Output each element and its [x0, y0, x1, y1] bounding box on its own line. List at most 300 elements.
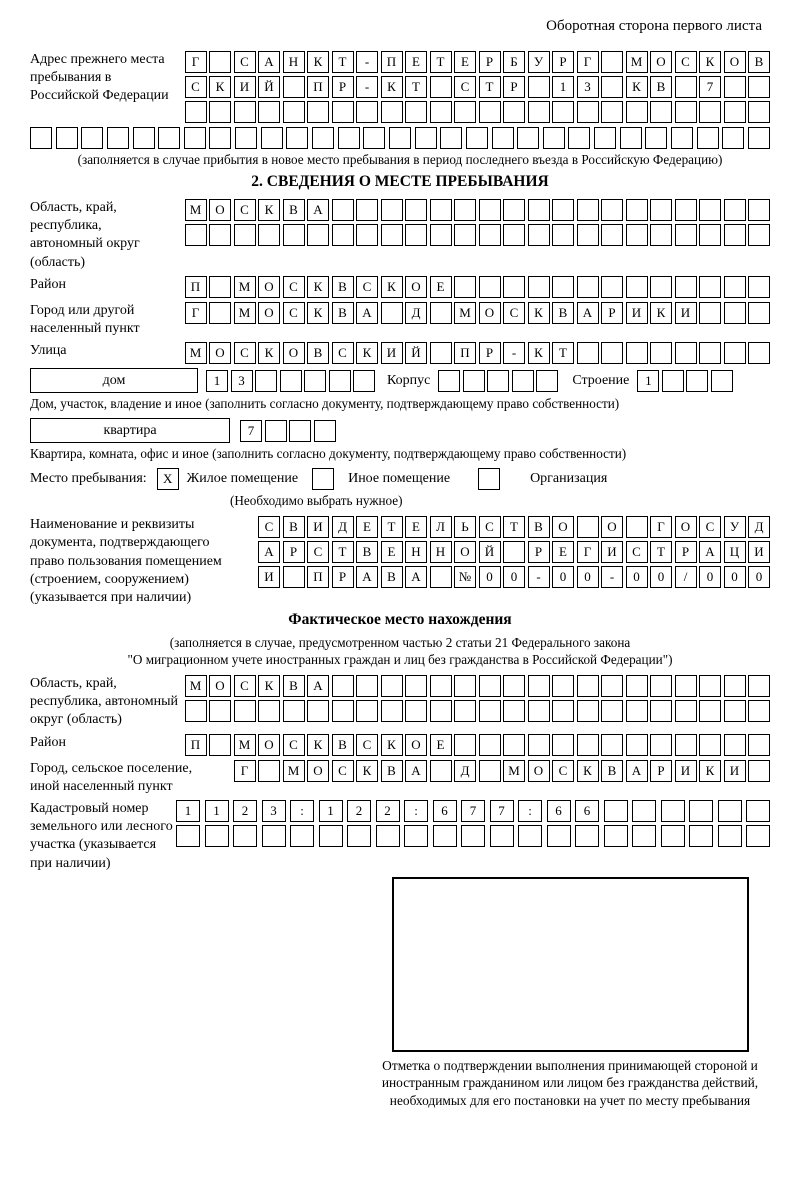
char-cell: С [332, 342, 354, 364]
char-cell: - [356, 76, 378, 98]
char-cell [438, 370, 460, 392]
stroenie-label: Строение [572, 372, 630, 388]
char-cell: С [552, 760, 574, 782]
char-cell: 2 [376, 800, 400, 822]
char-cell: И [258, 566, 280, 588]
char-cell [577, 734, 599, 756]
char-cell [697, 127, 719, 149]
char-cell [209, 302, 231, 324]
char-cell: 3 [231, 370, 253, 392]
char-cell: И [675, 760, 697, 782]
char-cell: С [356, 734, 378, 756]
char-cell [577, 342, 599, 364]
char-cell [314, 420, 336, 442]
char-cell: Р [601, 302, 623, 324]
char-cell [675, 199, 697, 221]
char-cell: В [650, 76, 672, 98]
dom-cells [206, 370, 375, 392]
char-cell [671, 127, 693, 149]
char-cell: К [650, 302, 672, 324]
char-cell: К [258, 342, 280, 364]
char-cell [329, 370, 351, 392]
char-cell [479, 224, 501, 246]
char-cell [430, 566, 452, 588]
char-cell [363, 127, 385, 149]
fact-rayon-block [30, 734, 770, 756]
char-cell: Т [479, 76, 501, 98]
char-cell [604, 800, 628, 822]
char-cell: М [234, 276, 256, 298]
char-cell: В [528, 516, 550, 538]
char-cell: К [258, 199, 280, 221]
fact-rayon-row [185, 734, 771, 756]
char-cell [381, 101, 403, 123]
char-cell [748, 302, 770, 324]
char-cell [479, 734, 501, 756]
char-cell [376, 825, 400, 847]
char-cell: Й [479, 541, 501, 563]
char-cell: Р [479, 342, 501, 364]
char-cell [283, 224, 305, 246]
char-cell [454, 276, 476, 298]
char-cell: К [307, 51, 329, 73]
char-cell: Р [479, 51, 501, 73]
char-cell [261, 127, 283, 149]
char-cell [356, 675, 378, 697]
char-cell [650, 675, 672, 697]
char-cell: 1 [637, 370, 659, 392]
char-cell: Е [430, 276, 452, 298]
fact-gorod-block [30, 760, 770, 796]
char-cell [528, 199, 550, 221]
char-cell: 3 [577, 76, 599, 98]
char-cell [30, 127, 52, 149]
char-cell: С [234, 51, 256, 73]
char-cell [724, 276, 746, 298]
mesto-label: Место пребывания: [30, 471, 147, 487]
char-cell: Д [405, 302, 427, 324]
char-cell: О [675, 516, 697, 538]
char-cell [381, 224, 403, 246]
char-cell: Т [430, 51, 452, 73]
char-cell: М [185, 675, 207, 697]
char-cell: К [381, 734, 403, 756]
doc-row-2 [258, 541, 770, 563]
char-cell: : [290, 800, 314, 822]
char-cell [543, 127, 565, 149]
char-cell: Й [405, 342, 427, 364]
char-cell: 6 [547, 800, 571, 822]
char-cell [675, 675, 697, 697]
char-cell: О [724, 51, 746, 73]
char-cell [626, 342, 648, 364]
char-cell: М [234, 302, 256, 324]
char-cell [405, 199, 427, 221]
char-cell [258, 700, 280, 722]
char-cell [601, 342, 623, 364]
char-cell [234, 700, 256, 722]
char-cell: 0 [626, 566, 648, 588]
char-cell [492, 127, 514, 149]
char-cell [689, 800, 713, 822]
char-cell [283, 566, 305, 588]
char-cell [356, 224, 378, 246]
char-cell: П [185, 276, 207, 298]
dom-note: Дом, участок, владение и иное (заполнить согласно документу, подтверждающему право собственности) [30, 396, 620, 412]
char-cell [381, 675, 403, 697]
char-cell: О [209, 199, 231, 221]
char-cell [235, 127, 257, 149]
char-cell [577, 199, 599, 221]
char-cell [430, 342, 452, 364]
char-cell [552, 199, 574, 221]
char-cell [552, 700, 574, 722]
char-cell: 7 [699, 76, 721, 98]
char-cell: У [724, 516, 746, 538]
char-cell: С [234, 342, 256, 364]
char-cell: К [356, 760, 378, 782]
fact-oblast-label: Область, край, республика, автономный округ (область) [30, 676, 179, 728]
rayon-block [30, 276, 770, 298]
char-cell [258, 224, 280, 246]
fact-title: Фактическое место нахождения [288, 611, 512, 629]
prev-address-block [30, 51, 770, 123]
char-cell [430, 224, 452, 246]
char-cell [699, 342, 721, 364]
char-cell: О [258, 276, 280, 298]
char-cell [632, 800, 656, 822]
char-cell: 0 [503, 566, 525, 588]
char-cell: И [675, 302, 697, 324]
char-cell: К [381, 76, 403, 98]
char-cell: 0 [748, 566, 770, 588]
char-cell [290, 825, 314, 847]
gorod-row [185, 302, 771, 324]
char-cell [461, 825, 485, 847]
char-cell: С [258, 516, 280, 538]
char-cell: С [283, 302, 305, 324]
fact-note-2: "О миграционном учете иностранных граждан и лиц без гражданства в Российской Федерации") [127, 652, 673, 668]
char-cell [662, 370, 684, 392]
char-cell [675, 342, 697, 364]
char-cell [626, 199, 648, 221]
char-cell: : [518, 800, 542, 822]
char-cell [209, 276, 231, 298]
char-cell: М [626, 51, 648, 73]
char-cell [463, 370, 485, 392]
char-cell [184, 127, 206, 149]
char-cell [675, 76, 697, 98]
char-cell [503, 199, 525, 221]
char-cell: С [332, 760, 354, 782]
char-cell [650, 199, 672, 221]
char-cell [748, 342, 770, 364]
fact-rayon-label: Район [30, 734, 66, 750]
doc-label: Наименование и реквизиты документа, подтверждающего право пользования помещением (строением, сооружением) (указывается при наличии) [30, 517, 222, 605]
char-cell: М [454, 302, 476, 324]
char-cell [601, 675, 623, 697]
char-cell: - [601, 566, 623, 588]
char-cell: С [503, 302, 525, 324]
char-cell [748, 199, 770, 221]
char-cell [209, 700, 231, 722]
rayon-label: Район [30, 276, 66, 292]
char-cell: И [234, 76, 256, 98]
char-cell [307, 224, 329, 246]
char-cell [332, 700, 354, 722]
char-cell: Б [503, 51, 525, 73]
dom-row [30, 368, 770, 393]
char-cell [748, 734, 770, 756]
char-cell: С [234, 199, 256, 221]
char-cell: 3 [262, 800, 286, 822]
char-cell [626, 276, 648, 298]
dom-box: дом [30, 368, 198, 393]
char-cell: Н [405, 541, 427, 563]
char-cell [338, 127, 360, 149]
char-cell [601, 199, 623, 221]
char-cell: А [258, 541, 280, 563]
char-cell: А [307, 675, 329, 697]
char-cell: Е [405, 516, 427, 538]
prev-address-row-1 [185, 51, 771, 73]
char-cell: О [528, 760, 550, 782]
char-cell [626, 675, 648, 697]
char-cell: Р [503, 76, 525, 98]
char-cell: 0 [577, 566, 599, 588]
char-cell [748, 101, 770, 123]
char-cell [454, 675, 476, 697]
char-cell [699, 302, 721, 324]
char-cell: К [626, 76, 648, 98]
char-cell: В [552, 302, 574, 324]
char-cell [332, 224, 354, 246]
char-cell: С [234, 675, 256, 697]
char-cell: К [356, 342, 378, 364]
gorod-label: Город или другой населенный пункт [30, 302, 140, 336]
char-cell [454, 199, 476, 221]
kvartira-box: квартира [30, 418, 230, 443]
char-cell: Е [430, 734, 452, 756]
char-cell: И [381, 342, 403, 364]
char-cell [689, 825, 713, 847]
char-cell [205, 825, 229, 847]
char-cell: Г [185, 302, 207, 324]
char-cell: Т [381, 516, 403, 538]
char-cell [536, 370, 558, 392]
char-cell [347, 825, 371, 847]
fact-note-1: (заполняется в случае, предусмотренном частью 2 статьи 21 Федерального закона [169, 635, 631, 651]
char-cell [577, 276, 599, 298]
char-cell: К [577, 760, 599, 782]
char-cell [512, 370, 534, 392]
char-cell: В [332, 302, 354, 324]
char-cell [430, 101, 452, 123]
char-cell [650, 276, 672, 298]
char-cell [645, 127, 667, 149]
char-cell: П [454, 342, 476, 364]
oblast-row-1 [185, 199, 771, 221]
char-cell [699, 734, 721, 756]
char-cell [699, 276, 721, 298]
rayon-row [185, 276, 771, 298]
ulitsa-label: Улица [30, 343, 67, 359]
char-cell: - [356, 51, 378, 73]
char-cell: И [626, 302, 648, 324]
char-cell [518, 825, 542, 847]
prev-address-note: (заполняется в случае прибытия в новое место пребывания в период последнего въезда в Российскую Федерацию) [77, 152, 723, 167]
char-cell: В [283, 199, 305, 221]
char-cell [650, 101, 672, 123]
char-cell [479, 700, 501, 722]
char-cell [503, 734, 525, 756]
kadastr-block [30, 800, 770, 873]
char-cell: С [626, 541, 648, 563]
char-cell [356, 101, 378, 123]
char-cell [503, 675, 525, 697]
char-cell [724, 342, 746, 364]
char-cell [650, 224, 672, 246]
char-cell [454, 700, 476, 722]
char-cell: Р [332, 76, 354, 98]
char-cell: 1 [176, 800, 200, 822]
char-cell: О [601, 516, 623, 538]
fact-gorod-label: Город, сельское поселение, иной населенный пункт [30, 760, 193, 794]
char-cell [626, 516, 648, 538]
kvartira-note: Квартира, комната, офис и иное (заполнить согласно документу, подтверждающему право собственности) [30, 446, 627, 462]
char-cell [405, 224, 427, 246]
char-cell: Д [454, 760, 476, 782]
char-cell: О [650, 51, 672, 73]
mesto-row [30, 468, 770, 490]
char-cell: О [209, 675, 231, 697]
char-cell [234, 101, 256, 123]
korpus-cells [438, 370, 558, 392]
char-cell: Г [577, 541, 599, 563]
char-cell [353, 370, 375, 392]
char-cell: А [699, 541, 721, 563]
char-cell: Е [552, 541, 574, 563]
gorod-block [30, 302, 770, 338]
char-cell: А [577, 302, 599, 324]
char-cell [626, 700, 648, 722]
prev-address-label: Адрес прежнего места пребывания в Российской Федерации [30, 52, 169, 104]
char-cell: С [675, 51, 697, 73]
char-cell: Й [258, 76, 280, 98]
char-cell [604, 825, 628, 847]
char-cell: К [307, 302, 329, 324]
fact-oblast-row-1 [185, 675, 771, 697]
char-cell [601, 76, 623, 98]
char-cell [661, 825, 685, 847]
char-cell: И [601, 541, 623, 563]
char-cell [503, 541, 525, 563]
org-label: Организация [530, 471, 608, 487]
prev-address-rows [185, 51, 771, 123]
char-cell [133, 127, 155, 149]
char-cell: О [454, 541, 476, 563]
char-cell: О [405, 276, 427, 298]
checkbox-zhiloe: X [157, 468, 179, 490]
section2-title: 2. СВЕДЕНИЯ О МЕСТЕ ПРЕБЫВАНИЯ [251, 173, 549, 190]
char-cell [748, 224, 770, 246]
char-cell: Р [332, 566, 354, 588]
char-cell: С [185, 76, 207, 98]
char-cell [552, 675, 574, 697]
char-cell [594, 127, 616, 149]
char-cell [724, 101, 746, 123]
char-cell [724, 76, 746, 98]
char-cell: - [503, 342, 525, 364]
char-cell: К [528, 342, 550, 364]
char-cell [626, 734, 648, 756]
char-cell [283, 700, 305, 722]
char-cell [185, 224, 207, 246]
stamp-caption: Отметка о подтверждении выполнения принимающей стороной и иностранным гражданином или лицом без гражданства действий, необходимых для его постановки на учет по месту пребывания [381, 1057, 759, 1109]
char-cell [490, 825, 514, 847]
char-cell [718, 800, 742, 822]
mesto-note: (Необходимо выбрать нужное) [230, 493, 403, 509]
char-cell [56, 127, 78, 149]
char-cell [430, 760, 452, 782]
char-cell [528, 734, 550, 756]
char-cell: Т [332, 51, 354, 73]
char-cell [675, 224, 697, 246]
checkbox-org [478, 468, 500, 490]
char-cell: М [283, 760, 305, 782]
char-cell [650, 342, 672, 364]
char-cell: В [381, 760, 403, 782]
char-cell: 1 [206, 370, 228, 392]
char-cell: В [601, 760, 623, 782]
checkbox-inoe [312, 468, 334, 490]
char-cell [356, 700, 378, 722]
doc-row-1 [258, 516, 770, 538]
char-cell: М [185, 342, 207, 364]
char-cell: В [283, 516, 305, 538]
char-cell [699, 700, 721, 722]
inoe-label: Иное помещение [348, 471, 451, 487]
doc-block [30, 516, 770, 607]
char-cell [650, 700, 672, 722]
char-cell: Р [650, 760, 672, 782]
char-cell: С [307, 541, 329, 563]
stamp-area [374, 877, 766, 1110]
char-cell [577, 700, 599, 722]
prev-address-row-4 [30, 127, 770, 149]
char-cell [466, 127, 488, 149]
char-cell: Е [356, 516, 378, 538]
char-cell: Г [650, 516, 672, 538]
ulitsa-block [30, 342, 770, 364]
char-cell: Г [234, 760, 256, 782]
char-cell [332, 675, 354, 697]
char-cell: - [528, 566, 550, 588]
char-cell [699, 199, 721, 221]
char-cell [711, 370, 733, 392]
char-cell: Г [577, 51, 599, 73]
char-cell: : [404, 800, 428, 822]
char-cell [626, 101, 648, 123]
char-cell [568, 127, 590, 149]
char-cell: А [405, 760, 427, 782]
char-cell: № [454, 566, 476, 588]
char-cell [381, 700, 403, 722]
char-cell [601, 51, 623, 73]
char-cell [233, 825, 257, 847]
char-cell [601, 700, 623, 722]
char-cell [209, 127, 231, 149]
